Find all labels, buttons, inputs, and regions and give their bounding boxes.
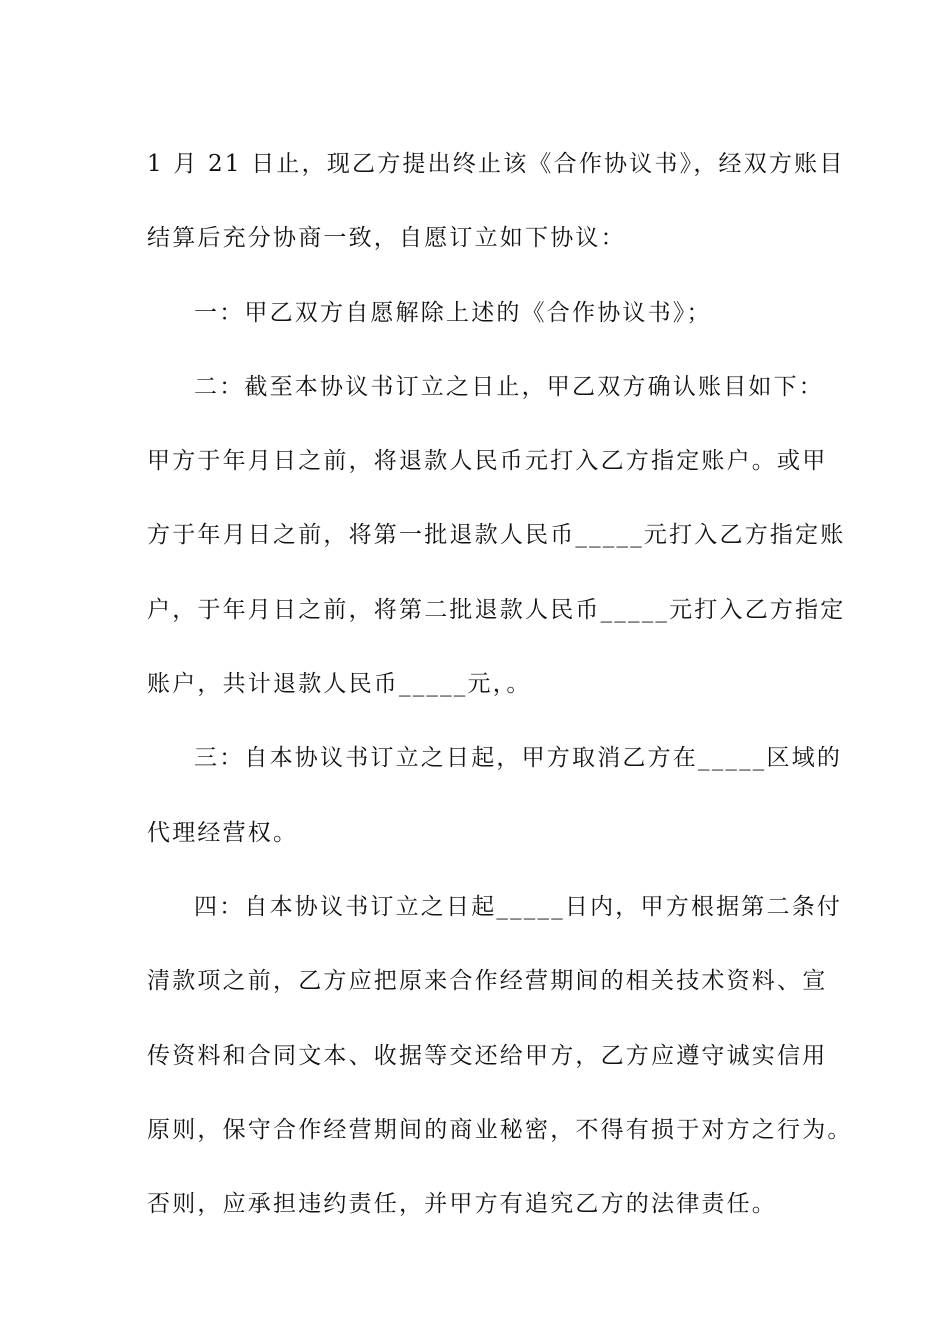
clause-2-line-3: 方于年月日之前，将第一批退款人民币_____元打入乙方指定账 (147, 522, 846, 549)
clause-4-line-1: 四：自本协议书订立之日起_____日内，甲方根据第二条付 (194, 893, 843, 920)
clause-2-line-5: 账户，共计退款人民币_____元，。 (147, 671, 532, 698)
clause-4-line-5: 否则，应承担违约责任，并甲方有追究乙方的法律责任。 (147, 1191, 777, 1218)
clause-2-line-1: 二：截至本协议书订立之日止，甲乙双方确认账目如下： (194, 373, 824, 400)
clause-2-line-4: 户，于年月日之前，将第二批退款人民币_____元打入乙方指定 (147, 596, 846, 623)
clause-4-line-3: 传资料和合同文本、收据等交还给甲方，乙方应遵守诚实信用 (147, 1042, 828, 1069)
text-line-2: 结算后充分协商一致，自愿订立如下协议： (147, 225, 626, 252)
text-line-1: 1 月 21 日止，现乙方提出终止该《合作协议书》，经双方账目 (147, 151, 845, 177)
clause-1-line-1: 一：甲乙双方自愿解除上述的《合作协议书》； (194, 299, 712, 326)
clause-2-line-2: 甲方于年月日之前，将退款人民币元打入乙方指定账户。或甲 (147, 448, 828, 475)
clause-3-line-2: 代理经营权。 (147, 819, 299, 846)
clause-4-line-2: 清款项之前，乙方应把原来合作经营期间的相关技术资料、宣 (147, 968, 828, 995)
clause-3-line-1: 三：自本协议书订立之日起，甲方取消乙方在_____区域的 (194, 745, 843, 772)
document-body (147, 127, 853, 1241)
clause-4-line-4: 原则，保守合作经营期间的商业秘密，不得有损于对方之行为。 (147, 1116, 853, 1143)
